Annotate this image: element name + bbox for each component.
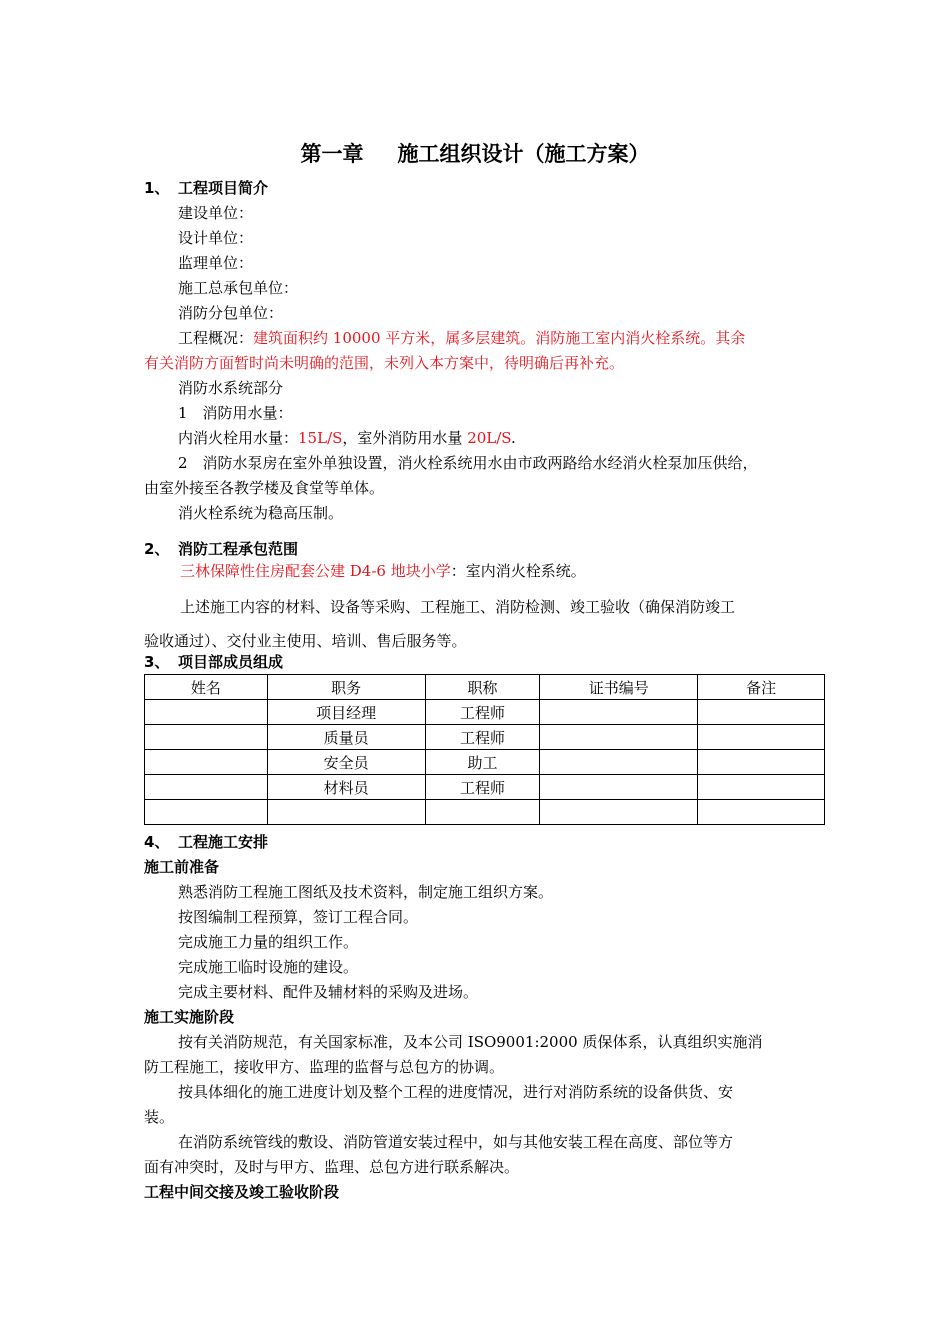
column-header: 职务 <box>267 675 425 700</box>
table-header-row <box>145 675 825 700</box>
table-cell: 材料员 <box>267 775 425 800</box>
column-header: 备注 <box>698 675 825 700</box>
water-system-line: 消防水系统部分 <box>178 379 284 397</box>
prep-line-2: 按图编制工程预算，签订工程合同。 <box>178 908 419 926</box>
table-row <box>145 800 825 825</box>
section-3-heading: 3、 项目部成员组成 <box>144 653 284 671</box>
table-cell <box>540 750 698 775</box>
indoor-flow-value: 15L/S <box>298 429 343 447</box>
table-cell <box>145 725 268 750</box>
table-cell <box>145 800 268 825</box>
table-cell: 安全员 <box>267 750 425 775</box>
impl-line-1a: 按有关消防规范，有关国家标准，及本公司 ISO9001:2000 质保体系，认真组织实施消 <box>178 1033 763 1051</box>
impl-heading: 施工实施阶段 <box>144 1008 235 1026</box>
table-cell: 工程师 <box>425 775 540 800</box>
table-cell <box>698 700 825 725</box>
table-cell: 工程师 <box>425 700 540 725</box>
column-header: 证书编号 <box>540 675 698 700</box>
table-cell <box>698 800 825 825</box>
pump-room-line-1: 2 消防水泵房在室外单独设置，消火栓系统用水由市政两路给水经消火栓泵加压供给， <box>178 454 758 472</box>
table-cell <box>698 750 825 775</box>
table-cell: 工程师 <box>425 725 540 750</box>
scope-line-1: 上述施工内容的材料、设备等采购、工程施工、消防检测、竣工验收（确保消防竣工 <box>180 598 736 616</box>
project-scope-line: 三林保障性住房配套公建 D4-6 地块小学：室内消火栓系统。 <box>180 562 586 580</box>
prep-line-1: 熟悉消防工程施工图纸及技术资料，制定施工组织方案。 <box>178 883 554 901</box>
chapter-title <box>0 138 950 168</box>
project-name: 三林保障性住房配套公建 D4-6 地块小学 <box>180 562 451 580</box>
impl-line-3a: 在消防系统管线的敷设、消防管道安装过程中，如与其他安装工程在高度、部位等方 <box>178 1133 734 1151</box>
pump-room-line-2: 由室外接至各教学楼及食堂等单体。 <box>144 479 385 497</box>
column-header: 职称 <box>425 675 540 700</box>
impl-line-1b: 防工程施工，接收甲方、监理的监督与总包方的协调。 <box>144 1058 505 1076</box>
table-row <box>145 700 825 725</box>
designer-line: 设计单位： <box>178 229 254 247</box>
table-cell <box>698 725 825 750</box>
client-line: 建设单位： <box>178 204 254 222</box>
supervisor-line: 监理单位： <box>178 254 254 272</box>
table-cell <box>145 750 268 775</box>
prep-line-4: 完成施工临时设施的建设。 <box>178 958 359 976</box>
prep-line-3: 完成施工力量的组织工作。 <box>178 933 359 951</box>
table-cell <box>540 775 698 800</box>
table-cell: 助工 <box>425 750 540 775</box>
table-cell <box>145 775 268 800</box>
impl-line-3b: 面有冲突时，及时与甲方、监理、总包方进行联系解决。 <box>144 1158 520 1176</box>
section-1-heading: 1、 工程项目简介 <box>144 179 269 197</box>
table-cell <box>425 800 540 825</box>
table-cell <box>540 725 698 750</box>
table-cell: 质量员 <box>267 725 425 750</box>
chapter-name: 施工组织设计（施工方案） <box>397 142 650 166</box>
general-contractor-line: 施工总承包单位： <box>178 279 299 297</box>
fire-subcontractor-line: 消防分包单位： <box>178 304 284 322</box>
prep-line-5: 完成主要材料、配件及辅材料的采购及进场。 <box>178 983 479 1001</box>
outdoor-flow-value: 20L/S <box>467 429 512 447</box>
table-row <box>145 725 825 750</box>
section-2-heading: 2、 消防工程承包范围 <box>144 540 299 558</box>
scope-line-2: 验收通过）、交付业主使用、培训、售后服务等。 <box>144 632 467 650</box>
impl-line-2b: 装。 <box>144 1108 175 1126</box>
prep-heading: 施工前准备 <box>144 858 220 876</box>
column-header: 姓名 <box>145 675 268 700</box>
staff-table <box>144 674 825 825</box>
impl-line-2a: 按具体细化的施工进度计划及整个工程的进度情况，进行对消防系统的设备供货、安 <box>178 1083 734 1101</box>
acceptance-heading: 工程中间交接及竣工验收阶段 <box>144 1183 340 1201</box>
overview-text: 建筑面积约 10000 平方米，属多层建筑。消防施工室内消火栓系统。其余 <box>253 329 746 347</box>
water-usage-item: 1 消防用水量： <box>178 404 293 422</box>
table-cell <box>267 800 425 825</box>
table-cell <box>145 700 268 725</box>
table-cell <box>698 775 825 800</box>
table-cell <box>540 800 698 825</box>
section-4-heading: 4、 工程施工安排 <box>144 833 269 851</box>
overview-line-2: 有关消防方面暂时尚未明确的范围，未列入本方案中，待明确后再补充。 <box>144 354 625 372</box>
table-cell: 项目经理 <box>267 700 425 725</box>
chapter-number: 第一章 <box>300 142 364 166</box>
hydrant-flow-line: 内消火栓用水量：15L/S，室外消防用水量 20L/S. <box>178 429 516 447</box>
overview-line-1: 工程概况：建筑面积约 10000 平方米，属多层建筑。消防施工室内消火栓系统。其余 <box>178 329 746 347</box>
table-cell <box>540 700 698 725</box>
table-row <box>145 775 825 800</box>
table-row <box>145 750 825 775</box>
pressure-system-line: 消火栓系统为稳高压制。 <box>178 504 344 522</box>
